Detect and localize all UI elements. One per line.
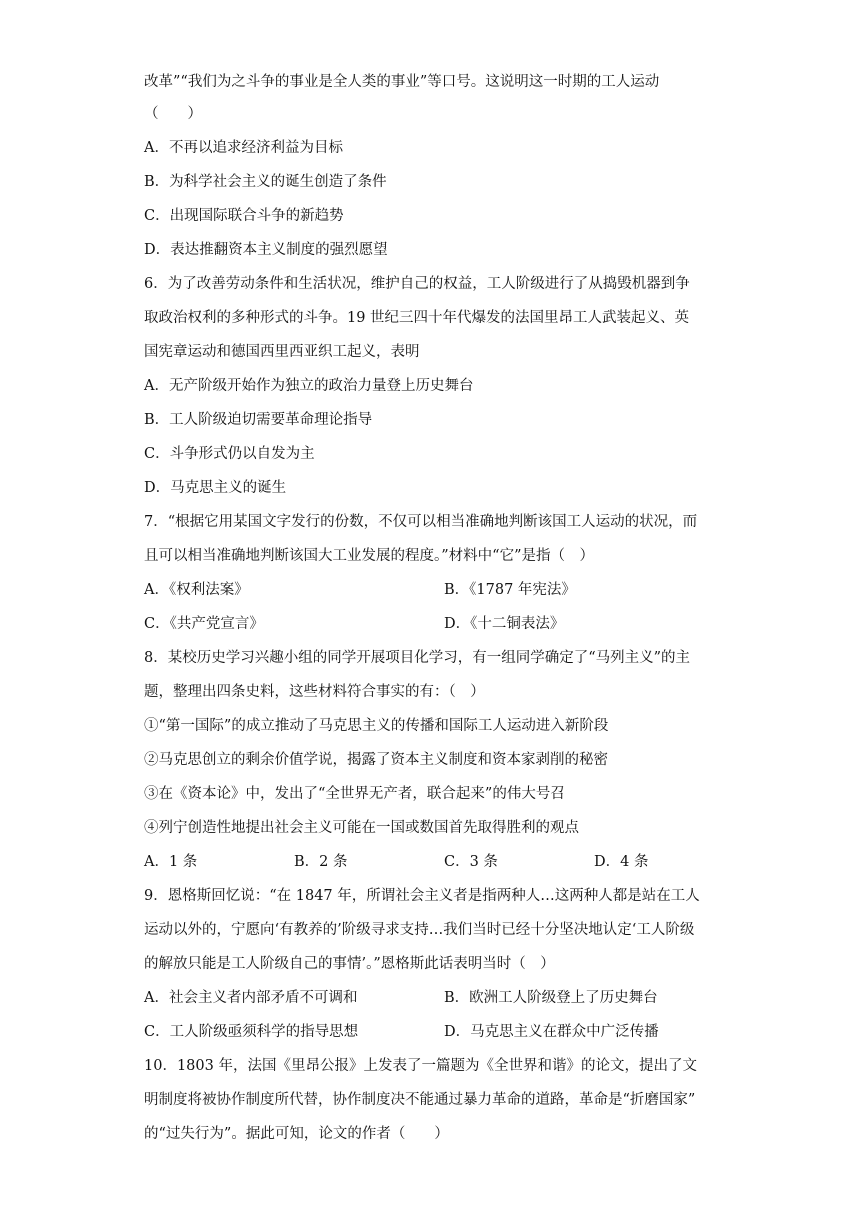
q8-option-c: C．3 条: [444, 854, 498, 870]
q8-item-3: ③在《资本论》中，发出了“全世界无产者，联合起来”的伟大号召: [144, 786, 565, 802]
q5-option-d: D．表达推翻资本主义制度的强烈愿望: [144, 242, 388, 258]
q9-stem-line-1: 9．恩格斯回忆说：“在 1847 年，所谓社会主义者是指两种人…这两种人都是站在工人: [144, 888, 700, 904]
q5-stem-continued: 改革”“我们为之斗争的事业是全人类的事业”等口号。这说明这一时期的工人运动: [144, 74, 660, 90]
q5-option-c: C．出现国际联合斗争的新趋势: [144, 208, 344, 224]
q9-option-d: D．马克思主义在群众中广泛传播: [444, 1024, 659, 1040]
q8-option-a: A．1 条: [144, 854, 198, 870]
q7-stem-line-2: 且可以相当准确地判断该国大工业发展的程度。”材料中“它”是指（ ）: [144, 548, 594, 564]
q7-option-b: B．《1787 年宪法》: [444, 582, 576, 598]
q5-option-b: B．为科学社会主义的诞生创造了条件: [144, 174, 387, 190]
q9-option-a: A．社会主义者内部矛盾不可调和: [144, 990, 358, 1006]
q8-item-2: ②马克思创立的剩余价值学说，揭露了资本主义制度和资本家剥削的秘密: [144, 752, 608, 768]
q6-option-c: C．斗争形式仍以自发为主: [144, 446, 315, 462]
q10-stem-line-2: 明制度将被协作制度所代替，协作制度决不能通过暴力革命的道路，革命是“折磨国家”: [144, 1092, 696, 1108]
q6-stem-line-3: 国宪章运动和德国西里西亚织工起义，表明: [144, 344, 420, 360]
q8-stem-line-2: 题，整理出四条史料，这些材料符合事实的有：（ ）: [144, 684, 485, 700]
q5-option-a: A．不再以追求经济利益为目标: [144, 140, 343, 156]
q7-option-d: D．《十二铜表法》: [444, 616, 565, 632]
q5-answer-paren: （ ）: [144, 106, 202, 122]
q10-stem-line-3: 的“过失行为”。据此可知，论文的作者（ ）: [144, 1126, 449, 1142]
q7-option-c: C．《共产党宣言》: [144, 616, 264, 632]
q8-stem-line-1: 8．某校历史学习兴趣小组的同学开展项目化学习，有一组同学确定了“马列主义”的主: [144, 650, 691, 666]
q8-item-4: ④列宁创造性地提出社会主义可能在一国或数国首先取得胜利的观点: [144, 820, 579, 836]
q9-stem-line-2: 运动以外的，宁愿向‘有教养的’阶级寻求支持…我们当时已经十分坚决地认定‘工人阶级: [144, 922, 695, 938]
q6-option-d: D．马克思主义的诞生: [144, 480, 287, 496]
q7-option-a: A．《权利法案》: [144, 582, 249, 598]
q6-option-a: A．无产阶级开始作为独立的政治力量登上历史舞台: [144, 378, 474, 394]
q8-option-b: B．2 条: [294, 854, 348, 870]
q7-stem-line-1: 7．“根据它用某国文字发行的份数，不仅可以相当准确地判断该国工人运动的状况，而: [144, 514, 698, 530]
q10-stem-line-1: 10．1803 年，法国《里昂公报》上发表了一篇题为《全世界和谐》的论文，提出了文: [144, 1058, 697, 1074]
q6-option-b: B．工人阶级迫切需要革命理论指导: [144, 412, 373, 428]
q6-stem-line-1: 6．为了改善劳动条件和生活状况，维护自己的权益，工人阶级进行了从捣毁机器到争: [144, 276, 690, 292]
q6-stem-line-2: 取政治权利的多种形式的斗争。19 世纪三四十年代爆发的法国里昂工人武装起义、英: [144, 310, 690, 326]
q9-stem-line-3: 的解放只能是工人阶级自己的事情’。”恩格斯此话表明当时（ ）: [144, 956, 555, 972]
q8-item-1: ①“第一国际”的成立推动了马克思主义的传播和国际工人运动进入新阶段: [144, 718, 609, 734]
q9-option-b: B．欧洲工人阶级登上了历史舞台: [444, 990, 658, 1006]
q8-option-d: D．4 条: [594, 854, 649, 870]
q9-option-c: C．工人阶级亟须科学的指导思想: [144, 1024, 359, 1040]
